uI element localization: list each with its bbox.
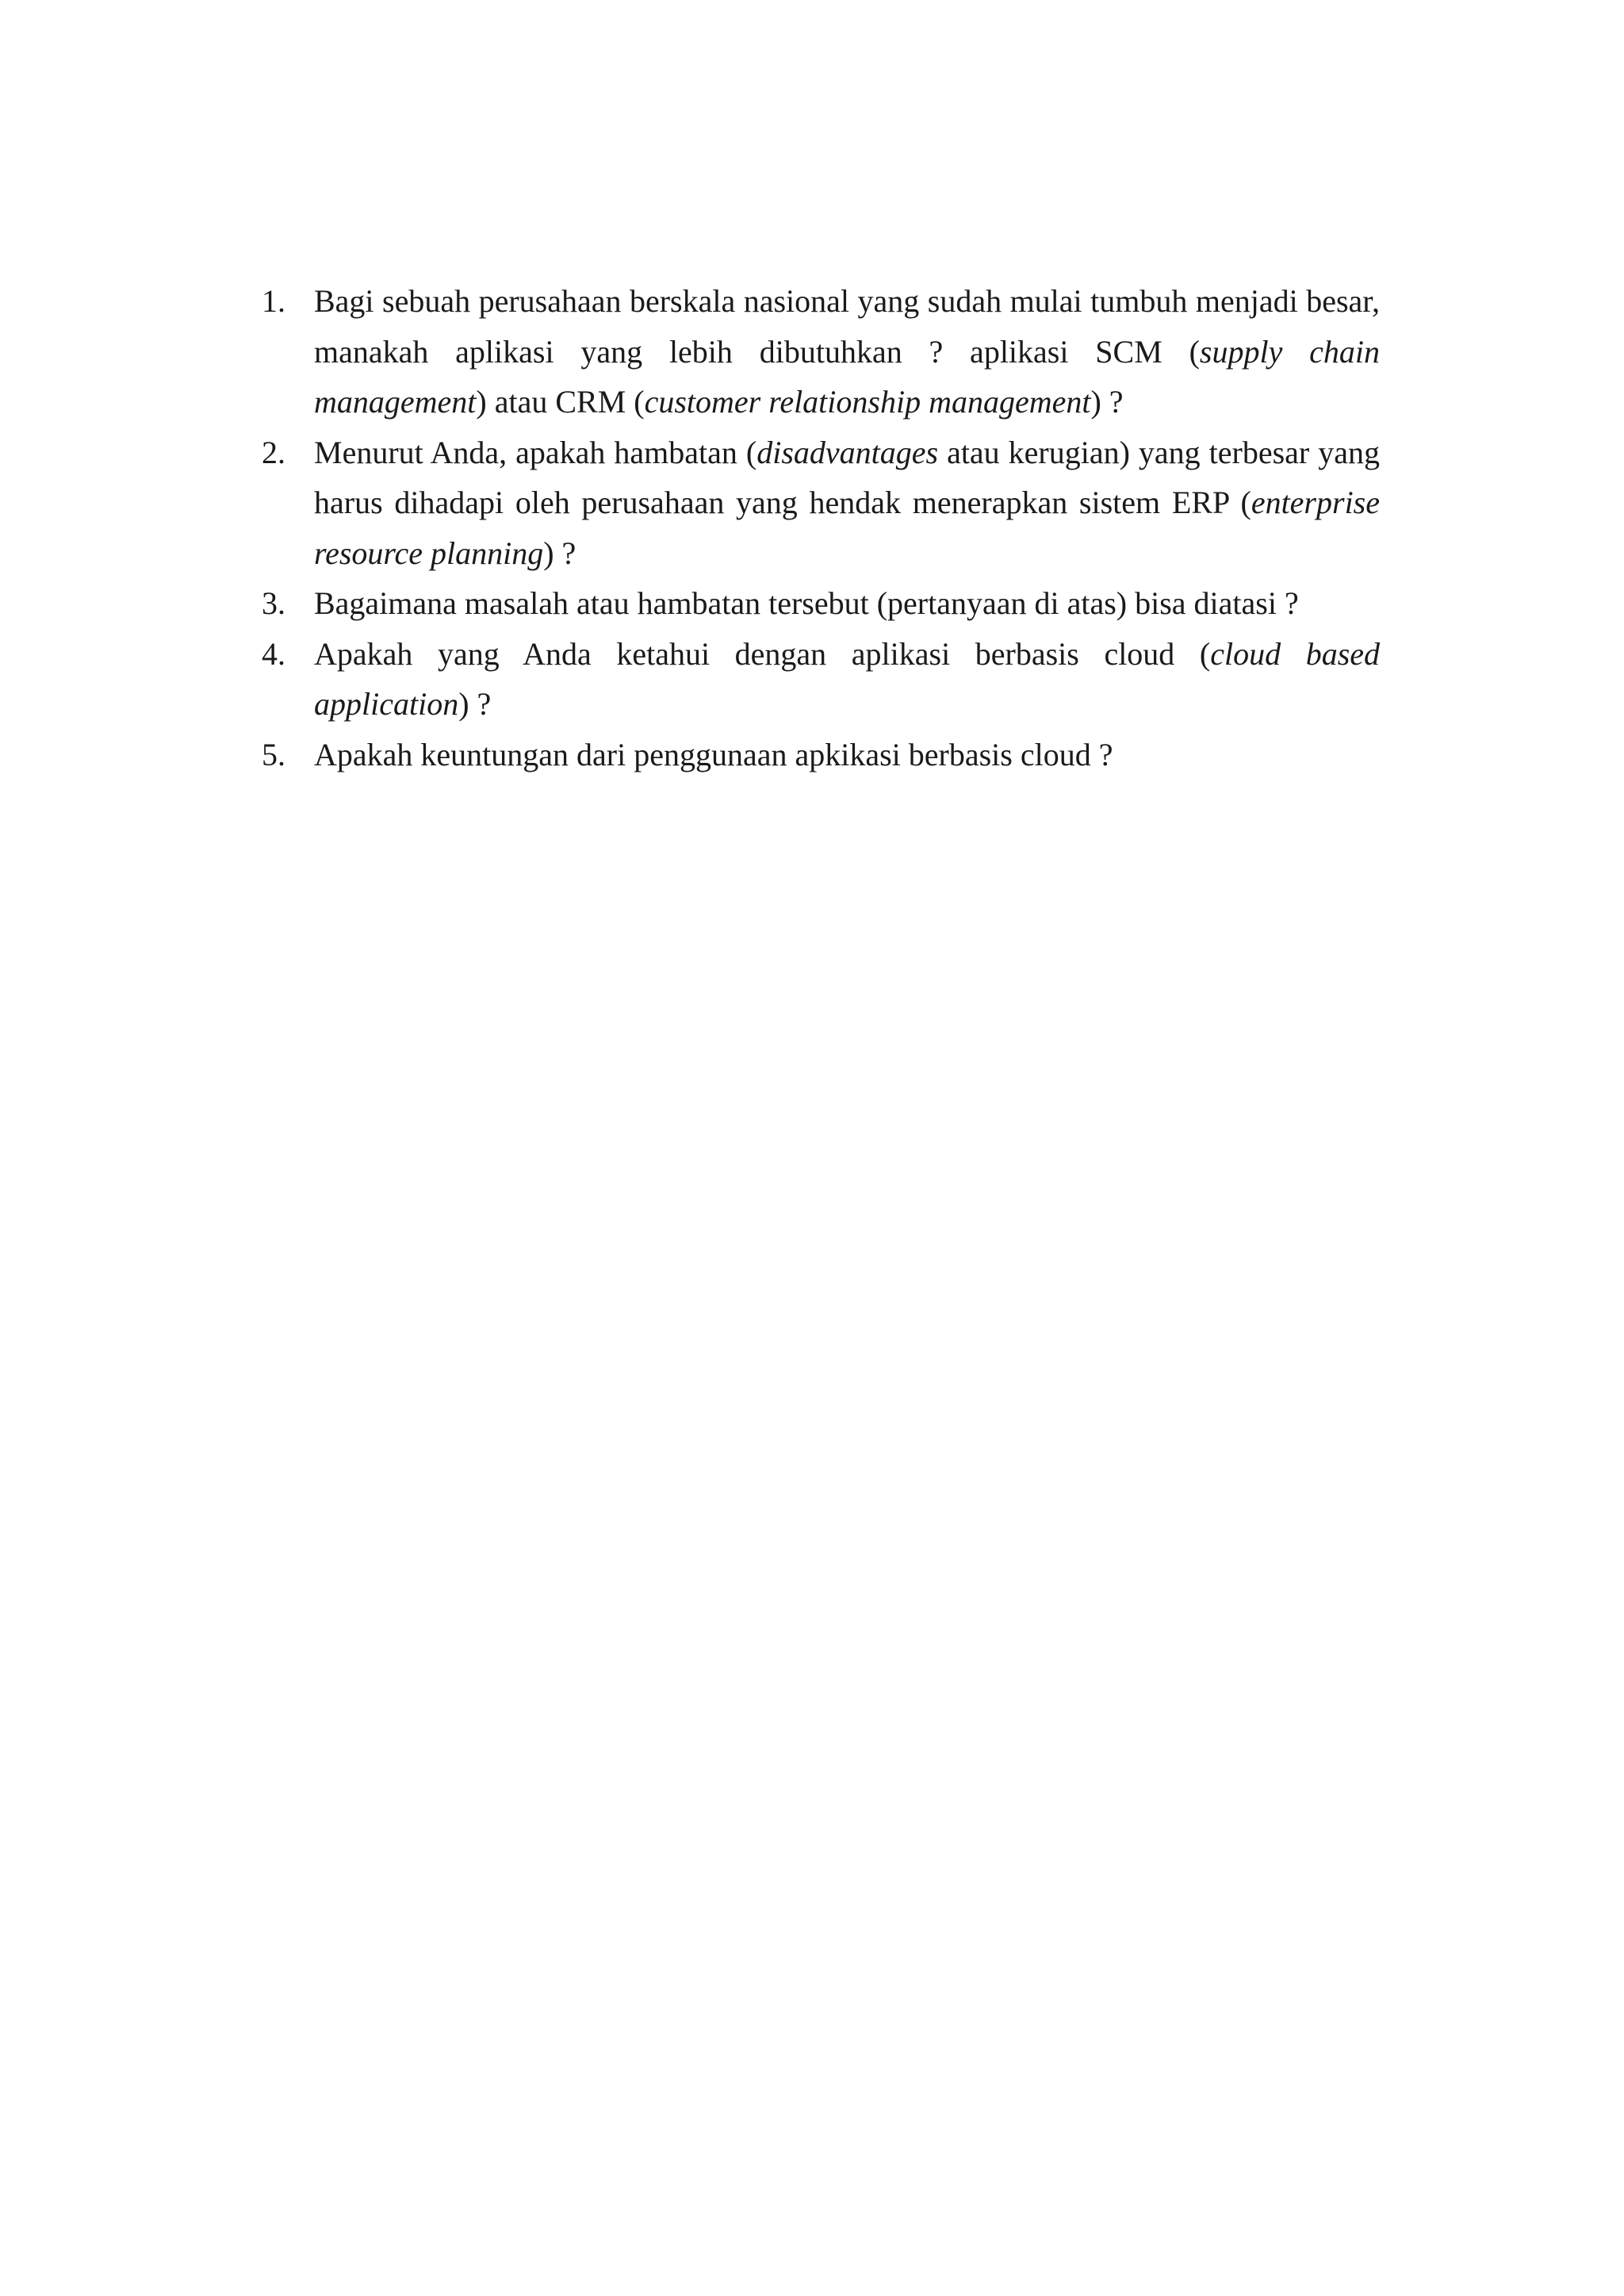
italic-term: enterprise resource planning bbox=[314, 485, 1380, 571]
question-text bbox=[314, 585, 1299, 621]
question-text bbox=[314, 283, 1380, 420]
text-segment: Bagaimana masalah atau hambatan tersebut (pertanyaan di atas) bisa diatasi ? bbox=[314, 585, 1299, 621]
text-segment: ) ? bbox=[543, 535, 576, 571]
question-text bbox=[314, 737, 1113, 772]
question-list bbox=[262, 276, 1380, 780]
italic-term: cloud based application bbox=[314, 635, 1381, 722]
question-item bbox=[262, 276, 1380, 427]
question-item bbox=[262, 629, 1380, 730]
text-segment: ) ? bbox=[1090, 384, 1124, 420]
italic-term: customer relationship management bbox=[644, 384, 1091, 420]
italic-term: supply chain management bbox=[314, 333, 1380, 420]
question-text bbox=[314, 636, 1380, 723]
text-segment: Apakah keuntungan dari penggunaan apkikasi berbasis cloud ? bbox=[314, 736, 1113, 772]
question-number: 1. bbox=[262, 283, 285, 319]
text-segment: ) atau CRM ( bbox=[476, 384, 645, 420]
text-segment: atau kerugian) yang terbesar yang harus dihadapi oleh perusahaan yang hendak menerapkan sistem ERP ( bbox=[314, 434, 1380, 520]
question-number: 5. bbox=[262, 736, 285, 772]
question-text bbox=[314, 435, 1380, 571]
question-number: 2. bbox=[262, 434, 285, 470]
text-segment: ) ? bbox=[458, 686, 492, 722]
question-item bbox=[262, 427, 1380, 579]
italic-term: disadvantages bbox=[756, 434, 939, 470]
question-item bbox=[262, 578, 1380, 629]
question-item bbox=[262, 730, 1380, 780]
text-segment: Apakah yang Anda ketahui dengan aplikasi berbasis cloud ( bbox=[314, 635, 1211, 672]
text-segment: Bagi sebuah perusahaan berskala nasional yang sudah mulai tumbuh menjadi besar, manakah aplikasi yang lebih dibutuhkan ? aplikasi SCM ( bbox=[314, 283, 1380, 370]
question-number: 4. bbox=[262, 635, 285, 672]
text-segment: Menurut Anda, apakah hambatan ( bbox=[314, 434, 757, 470]
question-number: 3. bbox=[262, 585, 285, 621]
